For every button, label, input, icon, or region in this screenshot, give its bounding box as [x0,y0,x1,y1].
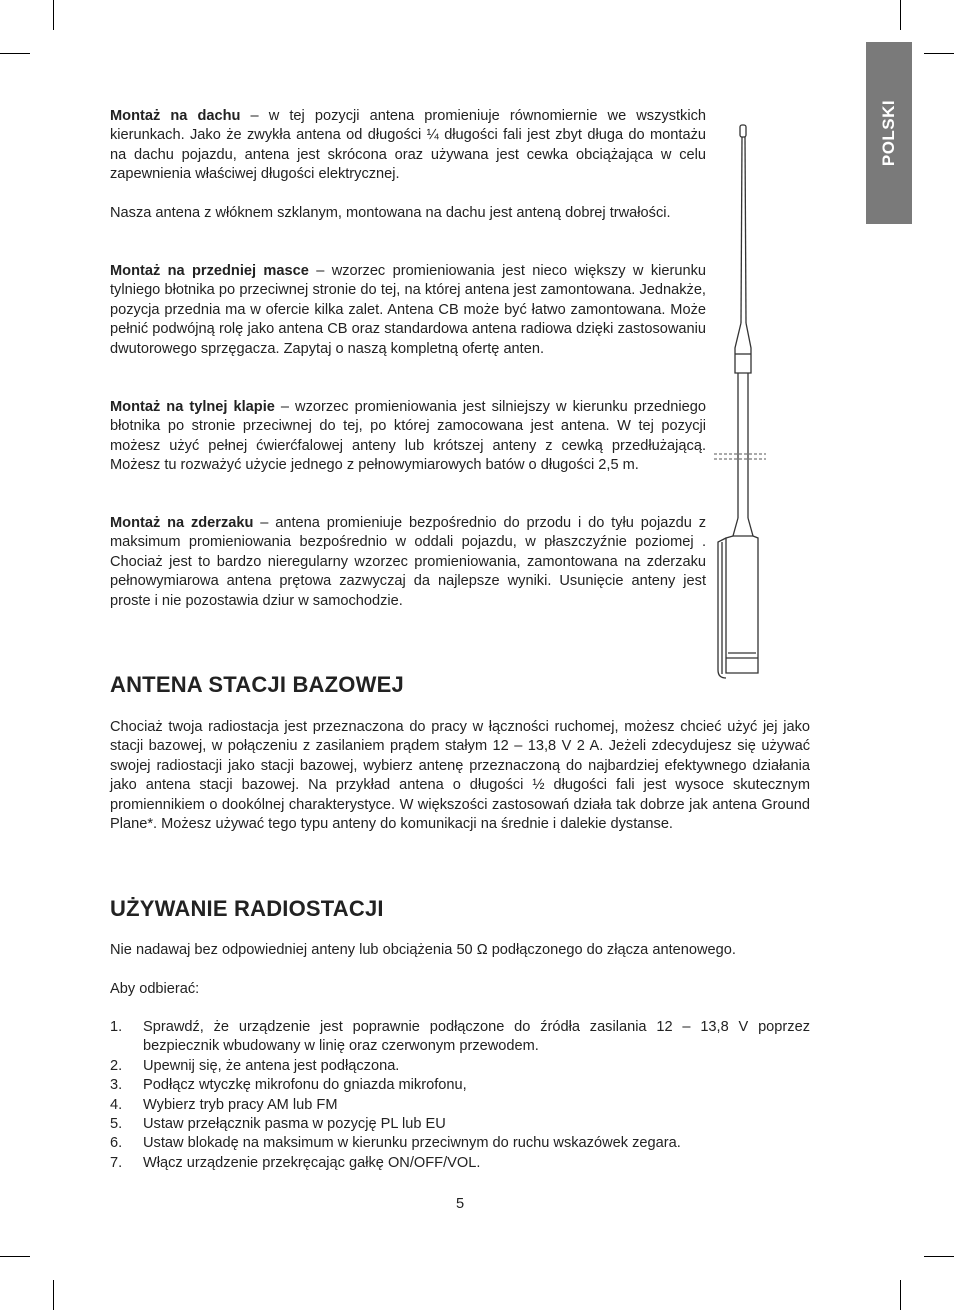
paragraph-fiberglass [110,204,706,223]
paragraph-roof-mount [110,107,706,185]
crop-mark [0,1256,30,1257]
crop-mark [924,1256,954,1257]
paragraph-body: – wzorzec promieniowania jest nieco większy w kierunku tylniego błotnika po przeciwnej stronie do tej, na której antena jest zamontowana. Jednakże, pozycja przednia ma w ofercie kilka zalet. Antena CB może być łatwo zamontowana. Może pełnić podwójną rolę jako antena CB oraz standardowa antena radiowa dzięki zastosowaniu dwutorowego sprzęgacza. Zapytaj o naszą kompletną ofertę anten. [110,263,706,357]
list-item-text: Ustaw przełącznik pasma w pozycję PL lub EU [143,1116,446,1133]
paragraph-base-station: Chociaż twoja radiostacja jest przeznaczona do pracy w łączności ruchomej, możesz chcieć użyć jej jako stacji bazowej, w połączeniu z zasilaniem prądem stałym 12 – 13,8 V 2 A. Jeżeli zdecydujesz się używać swojej radiostacji jako stacji bazowej, wybierz antenę przeznaczoną do najbardziej efektywnego działania jako antena stacji bazowej. Na przykład antena o długości ½ długości fali jest wysoce skutecznym promiennikiem o dookólnej charakterystyce. W większości zastosowań działa tak dobrze jak antena Ground Plane*. Możesz używać tego typu anteny do komunikacji na średnie i dalekie dystanse. [110,719,810,833]
list-item [110,1076,810,1095]
crop-mark [53,0,54,30]
paragraph-fender-mount [110,262,706,359]
paragraph-lead: Montaż na zderzaku [110,515,254,531]
crop-mark [900,1280,901,1310]
paragraph-lead: Montaż na dachu [110,108,241,124]
list-item [110,1018,810,1057]
list-item [110,1057,810,1076]
list-item-number: 6. [110,1135,123,1152]
paragraph-body: – wzorzec promieniowania jest silniejszy w kierunku przedniego błotnika po stronie przeciwnej do tej, po której zamocowana jest antena. W tej pozycji możesz użyć pełnej ćwierćfalowej anteny lub krótszej anteny z cewką przedłużającą. Możesz tu rozważyć użycie jednego z pełnowymiarowych batów o długości 2,5 m. [110,399,706,474]
list-item-number: 4. [110,1096,123,1113]
list-item [110,1154,810,1173]
list-item [110,1115,810,1134]
receive-steps-list [110,1018,810,1173]
paragraph-lead: Montaż na tylnej klapie [110,399,275,415]
list-item [110,1134,810,1153]
page-number: 5 [455,1196,465,1212]
paragraph-body: Nasza antena z włóknem szklanym, montowana na dachu jest anteną dobrej trwałości. [110,205,671,221]
crop-mark [53,1280,54,1310]
paragraph-receive-intro: Aby odbierać: [110,981,200,997]
language-tab-label: POLSKI [879,99,898,167]
crop-mark [0,53,30,54]
list-item-number: 3. [110,1077,123,1094]
list-item-text: Upewnij się, że antena jest podłączona. [143,1057,400,1074]
paragraph-body: – w tej pozycji antena promieniuje równomiernie we wszystkich kierunkach. Jako że zwykła antena od długości ¼ długości fali jest zbyt długa do montażu na dachu pojazdu, antena jest skrócona oraz używana jest cewka obciążająca w celu zapewnienia właściwej długości elektrycznej. [110,108,707,183]
paragraph-warning: Nie nadawaj bez odpowiedniej anteny lub obciążenia 50 Ω podłączonego do złącza antenowego. [110,942,736,958]
paragraph-body: – antena promieniuje bezpośrednio do przodu i do tyłu pojazdu z maksimum promieniowania bezpośrednio w oddali pojazdu, w płaszczyźnie poziomej . Chociaż jest to bardzo nieregularny wzorzec promieniowania, zamontowana na zderzaku pełnowymiarowa antena prętowa zazwyczaj da najlepsze wyniki. Usunięcie anteny jest proste i nie pozostawia dziur w samochodzie. [110,515,706,609]
list-item-text: Sprawdź, że urządzenie jest poprawnie podłączone do źródła zasilania 12 – 13,8 V poprzez bezpiecznik wbudowany w linię oraz czerwonym przewodem. [143,1019,810,1055]
crop-mark [924,53,954,54]
heading-base-station: ANTENA STACJI BAZOWEJ [110,672,404,697]
list-item-number: 7. [110,1154,123,1171]
paragraph-bumper-mount [110,514,706,611]
language-tab [866,42,912,224]
list-item-number: 5. [110,1116,123,1133]
heading-radio-usage: UŻYWANIE RADIOSTACJI [110,896,384,921]
paragraph-lead: Montaż na przedniej masce [110,263,309,279]
list-item-text: Podłącz wtyczkę mikrofonu do gniazda mikrofonu, [143,1077,467,1094]
list-item-text: Ustaw blokadę na maksimum w kierunku przeciwnym do ruchu wskazówek zegara. [143,1135,681,1152]
list-item-number: 1. [110,1019,123,1035]
list-item [110,1096,810,1115]
list-item-number: 2. [110,1057,123,1074]
paragraph-trunk-mount [110,398,706,476]
antenna-illustration [700,118,780,684]
crop-mark [900,0,901,30]
list-item-text: Wybierz tryb pracy AM lub FM [143,1096,338,1113]
list-item-text: Włącz urządzenie przekręcając gałkę ON/OFF/VOL. [143,1154,481,1171]
